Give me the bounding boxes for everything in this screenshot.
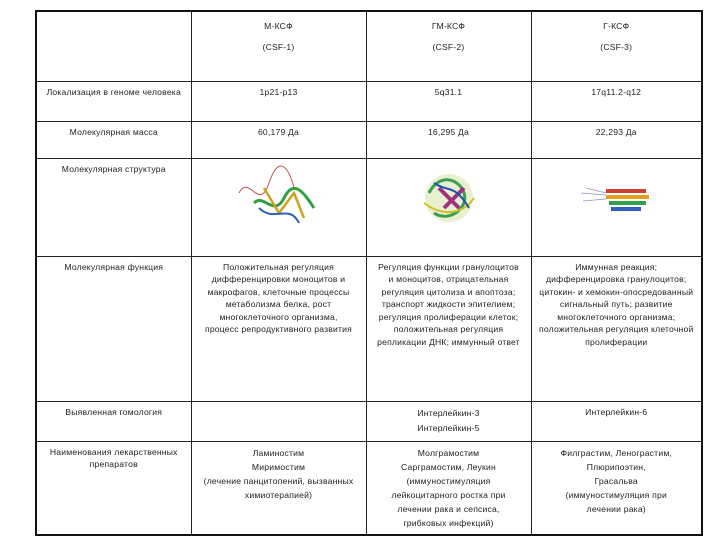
drug-name: Грасальва	[594, 475, 638, 486]
cell	[366, 158, 531, 256]
cell	[366, 441, 531, 535]
table-row	[36, 401, 702, 441]
row-label: Локализация в геноме человека	[36, 81, 191, 121]
column-code: (CSF-2)	[432, 42, 465, 52]
column-code: (CSF-1)	[262, 42, 295, 52]
homology-value: Интерлейкин-3	[417, 407, 480, 418]
drug-note: (иммуностимуляция лейкоцитарного ростка при лечении рака и сепсиса, грибковых инфекций)	[391, 475, 506, 528]
header-m-csf	[191, 11, 366, 81]
row-label: Молекулярная функция	[36, 256, 191, 401]
header-empty-cell	[36, 11, 191, 81]
csf-comparison-table	[35, 10, 703, 536]
column-name: ГМ-КСФ	[431, 21, 466, 31]
drug-name: Филграстим, Ленограстим,	[560, 447, 673, 458]
cell	[191, 441, 366, 535]
column-name: Г-КСФ	[603, 21, 630, 31]
cell: Иммунная реакция; дифференцировка гранулоцитов; цитокин- и хемокин-опосредованный сигнальный путь; развитие многоклеточного организма; положительная регуляция клеточной пролиферации	[531, 256, 702, 401]
cell: 16,295 Да	[366, 121, 531, 158]
cell: Интерлейкин-6	[531, 401, 702, 441]
drug-name: Плюрипоэтин,	[586, 461, 646, 472]
table-row	[36, 256, 702, 401]
homology-value: Интерлейкин-5	[417, 422, 480, 433]
cell: 17q11.2-q12	[531, 81, 702, 121]
table-row	[36, 158, 702, 256]
row-label: Молекулярная масса	[36, 121, 191, 158]
cell: Положительная регуляция дифференцировки моноцитов и макрофагов, клеточные процессы метаболизма белка, рост многоклеточного организма, процесс репродуктивного развития	[191, 256, 366, 401]
drug-name: Ламиностим	[252, 447, 305, 458]
cell: 60,179 Да	[191, 121, 366, 158]
drug-note: (иммуностимуляция при лечении рака)	[565, 489, 667, 514]
cell: 22,293 Да	[531, 121, 702, 158]
drug-name: Миримостим	[251, 461, 306, 472]
cell: Регуляция функции гранулоцитов и моноцитов, отрицательная регуляция цитолиза и апоптоза; транспорт жидкости эпителием; регуляция пролиферации клеток; положительная регуляция репликации ДНК; иммунный ответ	[366, 256, 531, 401]
gm-csf-structure-image	[404, 163, 494, 233]
cell	[191, 401, 366, 441]
cell	[191, 158, 366, 256]
cell: 1p21-p13	[191, 81, 366, 121]
drug-name: Сарграмостим, Леукин	[401, 461, 496, 472]
table-row	[36, 121, 702, 158]
cell	[531, 158, 702, 256]
cell	[531, 441, 702, 535]
m-csf-structure-image	[234, 163, 324, 233]
column-name: М-КСФ	[264, 21, 293, 31]
drug-note: (лечение панцитопений, вызванных химиотерапией)	[203, 475, 354, 500]
drug-name: Молграмостим	[417, 447, 480, 458]
column-code: (CSF-3)	[600, 42, 633, 52]
table-row	[36, 81, 702, 121]
cell	[366, 401, 531, 441]
g-csf-structure-image	[571, 163, 661, 233]
table-row	[36, 441, 702, 535]
row-label: Наименования лекарственных препаратов	[36, 441, 191, 535]
header-row	[36, 11, 702, 81]
header-gm-csf	[366, 11, 531, 81]
cell: 5q31.1	[366, 81, 531, 121]
row-label: Молекулярная структура	[36, 158, 191, 256]
row-label: Выявленная гомология	[36, 401, 191, 441]
header-g-csf	[531, 11, 702, 81]
